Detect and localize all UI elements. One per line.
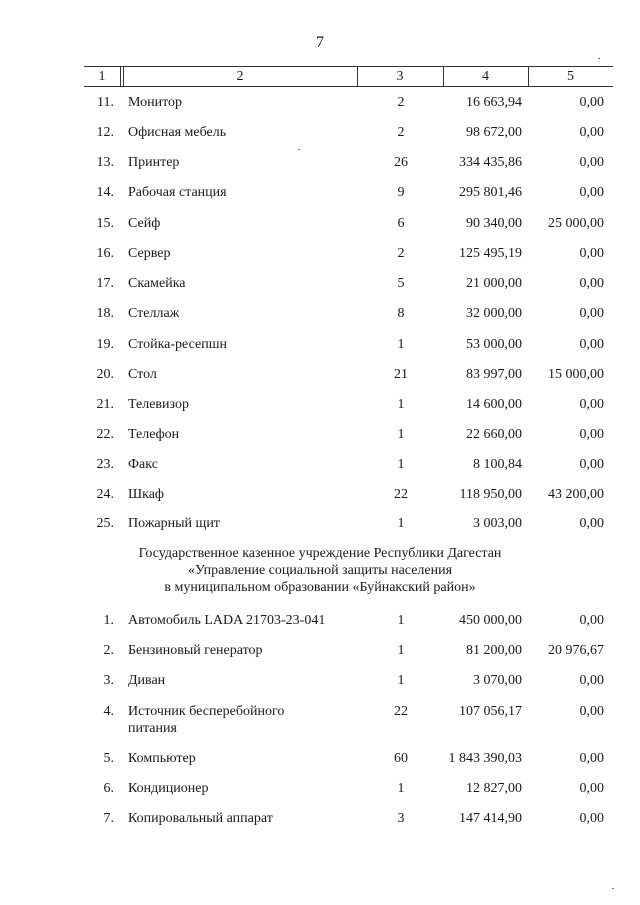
item-name: Автомобиль LADA 21703-23-041 (128, 613, 326, 628)
item-name: Диван (128, 673, 166, 688)
row-number: 21. (96, 397, 114, 412)
item-other: 0,00 (579, 125, 604, 140)
item-amount: 22 660,00 (466, 427, 522, 442)
item-quantity: 1 (397, 673, 405, 688)
item-name: Шкаф (128, 487, 164, 502)
item-amount: 12 827,00 (466, 781, 522, 796)
section-heading-line: «Управление социальной защиты населения (187, 563, 453, 578)
item-other: 0,00 (579, 613, 604, 628)
row-number: 24. (96, 487, 114, 502)
item-amount: 53 000,00 (466, 337, 522, 352)
section-heading-line: Государственное казенное учреждение Республики Дагестан (138, 546, 502, 561)
item-amount: 125 495,19 (459, 246, 522, 261)
item-other: 15 000,00 (548, 367, 604, 382)
row-number: 20. (96, 367, 114, 382)
item-name: Сейф (128, 216, 161, 231)
item-quantity: 1 (397, 457, 405, 472)
item-name-line: Источник бесперебойного (128, 704, 285, 719)
item-name: Компьютер (128, 751, 196, 766)
item-amount: 450 000,00 (459, 613, 522, 628)
item-other: 0,00 (579, 516, 604, 531)
item-other: 0,00 (579, 673, 604, 688)
scan-speck (612, 888, 614, 889)
header-divider (120, 67, 121, 86)
item-quantity: 1 (397, 427, 405, 442)
item-quantity: 9 (397, 185, 405, 200)
item-other: 20 976,67 (548, 643, 604, 658)
item-other: 0,00 (579, 427, 604, 442)
row-number: 3. (103, 673, 114, 688)
item-other: 0,00 (579, 457, 604, 472)
item-amount: 81 200,00 (466, 643, 522, 658)
row-number: 18. (96, 306, 114, 321)
item-name: Монитор (128, 95, 183, 110)
row-number: 13. (96, 155, 114, 170)
item-amount: 118 950,00 (459, 487, 522, 502)
item-amount: 32 000,00 (466, 306, 522, 321)
item-other: 0,00 (579, 185, 604, 200)
item-other: 0,00 (579, 155, 604, 170)
item-quantity: 2 (397, 246, 405, 261)
section-heading-line: в муниципальном образовании «Буйнакский район» (164, 580, 476, 595)
item-amount: 14 600,00 (466, 397, 522, 412)
row-number: 1. (103, 613, 114, 628)
item-amount: 8 100,84 (473, 457, 522, 472)
item-quantity: 3 (397, 811, 405, 826)
item-quantity: 22 (394, 487, 408, 502)
item-other: 43 200,00 (548, 487, 604, 502)
item-name: Телефон (128, 427, 180, 442)
row-number: 11. (97, 95, 114, 110)
row-number: 12. (96, 125, 114, 140)
row-number: 25. (96, 516, 114, 531)
row-number: 14. (96, 185, 114, 200)
item-name (128, 703, 378, 737)
item-amount: 90 340,00 (466, 216, 522, 231)
header-col-3: 3 (396, 69, 404, 84)
item-other: 25 000,00 (548, 216, 604, 231)
row-number: 2. (103, 643, 114, 658)
item-name-line: питания (128, 721, 177, 736)
item-other: 0,00 (579, 751, 604, 766)
row-number: 17. (96, 276, 114, 291)
row-number: 16. (96, 246, 114, 261)
header-col-1: 1 (98, 69, 106, 84)
item-quantity: 21 (394, 367, 408, 382)
item-quantity: 22 (394, 704, 408, 719)
section-heading (0, 545, 640, 596)
item-amount: 3 003,00 (473, 516, 522, 531)
item-name: Пожарный щит (128, 516, 220, 531)
item-quantity: 1 (397, 516, 405, 531)
item-name: Рабочая станция (128, 185, 227, 200)
item-name: Сервер (128, 246, 171, 261)
item-other: 0,00 (579, 306, 604, 321)
item-amount: 98 672,00 (466, 125, 522, 140)
item-amount: 107 056,17 (459, 704, 522, 719)
item-quantity: 1 (397, 613, 405, 628)
item-name: Копировальный аппарат (128, 811, 273, 826)
item-name: Принтер (128, 155, 180, 170)
item-name: Факс (128, 457, 158, 472)
item-other: 0,00 (579, 397, 604, 412)
item-amount: 147 414,90 (459, 811, 522, 826)
item-other: 0,00 (579, 811, 604, 826)
item-quantity: 60 (394, 751, 408, 766)
item-amount: 16 663,94 (466, 95, 522, 110)
item-name: Стеллаж (128, 306, 180, 321)
header-col-2: 2 (236, 69, 244, 84)
row-number: 5. (103, 751, 114, 766)
item-other: 0,00 (579, 781, 604, 796)
header-col-5: 5 (567, 69, 574, 84)
item-quantity: 2 (397, 95, 405, 110)
item-quantity: 26 (394, 155, 408, 170)
item-quantity: 5 (397, 276, 405, 291)
row-number: 7. (103, 811, 114, 826)
item-name: Офисная мебель (128, 125, 227, 140)
item-name: Стойка-ресепшн (128, 337, 227, 352)
row-number: 19. (96, 337, 114, 352)
item-name: Бензиновый генератор (128, 643, 263, 658)
item-amount: 83 997,00 (466, 367, 522, 382)
item-other: 0,00 (579, 246, 604, 261)
header-col-4: 4 (482, 69, 489, 84)
row-number: 23. (96, 457, 114, 472)
item-amount: 295 801,46 (459, 185, 522, 200)
item-name: Стол (128, 367, 157, 382)
item-quantity: 8 (397, 306, 405, 321)
item-other: 0,00 (579, 276, 604, 291)
item-amount: 334 435,86 (459, 155, 522, 170)
item-name: Кондиционер (128, 781, 209, 796)
item-quantity: 1 (397, 643, 405, 658)
item-name: Телевизор (128, 397, 189, 412)
item-quantity: 1 (397, 397, 405, 412)
item-amount: 3 070,00 (473, 673, 522, 688)
item-quantity: 6 (397, 216, 405, 231)
row-number: 4. (103, 704, 114, 719)
scan-speck (598, 58, 600, 59)
item-other: 0,00 (579, 337, 604, 352)
item-quantity: 1 (397, 337, 405, 352)
row-number: 6. (103, 781, 114, 796)
item-quantity: 1 (397, 781, 405, 796)
item-name: Скамейка (128, 276, 186, 291)
table-header (84, 66, 613, 87)
page-number: 7 (316, 34, 324, 51)
row-number: 15. (96, 216, 114, 231)
item-quantity: 2 (397, 125, 405, 140)
row-number: 22. (96, 427, 114, 442)
item-other: 0,00 (579, 95, 604, 110)
item-amount: 21 000,00 (466, 276, 522, 291)
item-amount: 1 843 390,03 (448, 751, 522, 766)
item-other: 0,00 (579, 704, 604, 719)
scan-speck (298, 149, 300, 150)
